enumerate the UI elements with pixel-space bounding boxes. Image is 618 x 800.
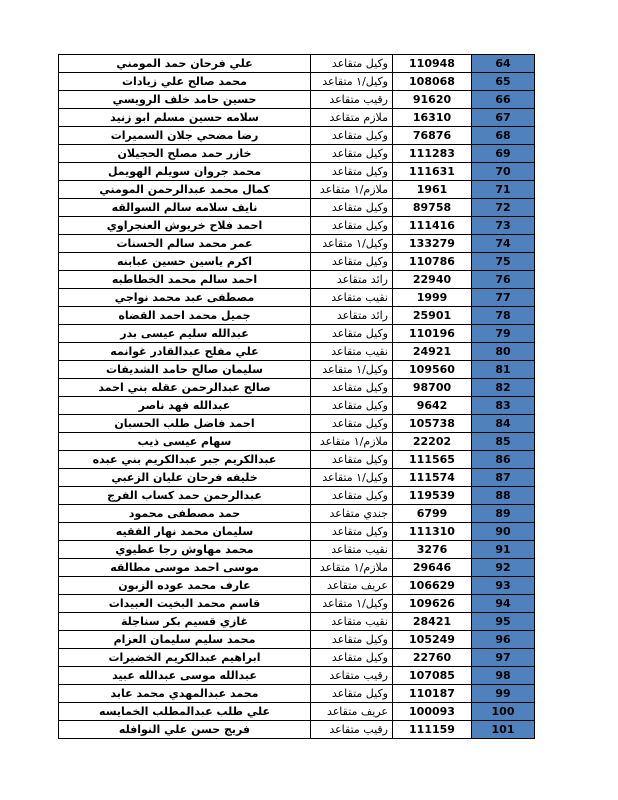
table-row <box>59 523 535 541</box>
rank-cell: وكيل/١ متقاعد <box>311 235 393 253</box>
rank-cell: جندي متقاعد <box>311 505 393 523</box>
rank-cell: وكيل متقاعد <box>311 415 393 433</box>
id-number-cell: 110948 <box>393 55 472 73</box>
id-number-cell: 100093 <box>393 703 472 721</box>
person-name-cell: اكرم ياسين حسين عبابنه <box>59 253 311 271</box>
roster-body <box>59 55 535 739</box>
id-number-cell: 22940 <box>393 271 472 289</box>
person-name-cell: سليمان محمد نهار الفقيه <box>59 523 311 541</box>
id-number-cell: 3276 <box>393 541 472 559</box>
table-row <box>59 415 535 433</box>
id-number-cell: 111310 <box>393 523 472 541</box>
id-number-cell: 111631 <box>393 163 472 181</box>
sequence-number-cell: 66 <box>472 91 535 109</box>
person-name-cell: حمد مصطفى محمود <box>59 505 311 523</box>
table-row <box>59 541 535 559</box>
table-row <box>59 577 535 595</box>
sequence-number-cell: 87 <box>472 469 535 487</box>
sequence-number-cell: 70 <box>472 163 535 181</box>
rank-cell: وكيل متقاعد <box>311 451 393 469</box>
table-row <box>59 127 535 145</box>
id-number-cell: 109626 <box>393 595 472 613</box>
sequence-number-cell: 101 <box>472 721 535 739</box>
id-number-cell: 16310 <box>393 109 472 127</box>
person-name-cell: قاسم محمد البخيت العبيدات <box>59 595 311 613</box>
sequence-number-cell: 90 <box>472 523 535 541</box>
sequence-number-cell: 98 <box>472 667 535 685</box>
person-name-cell: عبدالله فهد ناصر <box>59 397 311 415</box>
person-name-cell: احمد فلاح خريوش العنجراوي <box>59 217 311 235</box>
sequence-number-cell: 89 <box>472 505 535 523</box>
table-row <box>59 325 535 343</box>
rank-cell: وكيل متقاعد <box>311 217 393 235</box>
person-name-cell: عمر محمد سالم الحسنات <box>59 235 311 253</box>
sequence-number-cell: 93 <box>472 577 535 595</box>
sequence-number-cell: 97 <box>472 649 535 667</box>
rank-cell: عريف متقاعد <box>311 703 393 721</box>
sequence-number-cell: 69 <box>472 145 535 163</box>
table-row <box>59 253 535 271</box>
document-page <box>58 54 534 739</box>
sequence-number-cell: 86 <box>472 451 535 469</box>
rank-cell: وكيل متقاعد <box>311 487 393 505</box>
rank-cell: وكيل/١ متقاعد <box>311 73 393 91</box>
table-row <box>59 379 535 397</box>
id-number-cell: 106629 <box>393 577 472 595</box>
sequence-number-cell: 100 <box>472 703 535 721</box>
rank-cell: وكيل متقاعد <box>311 55 393 73</box>
rank-cell: وكيل متقاعد <box>311 199 393 217</box>
roster-table <box>58 54 535 739</box>
table-row <box>59 667 535 685</box>
sequence-number-cell: 83 <box>472 397 535 415</box>
person-name-cell: خازر حمد مصلح الحجيلان <box>59 145 311 163</box>
sequence-number-cell: 84 <box>472 415 535 433</box>
person-name-cell: عارف محمد عوده الزبون <box>59 577 311 595</box>
person-name-cell: محمد عبدالمهدي محمد عابد <box>59 685 311 703</box>
sequence-number-cell: 96 <box>472 631 535 649</box>
id-number-cell: 22202 <box>393 433 472 451</box>
person-name-cell: سليمان صالح حامد الشديفات <box>59 361 311 379</box>
id-number-cell: 111159 <box>393 721 472 739</box>
person-name-cell: محمد سليم سليمان العزام <box>59 631 311 649</box>
table-row <box>59 703 535 721</box>
id-number-cell: 89758 <box>393 199 472 217</box>
rank-cell: رقيب متقاعد <box>311 91 393 109</box>
rank-cell: وكيل متقاعد <box>311 253 393 271</box>
table-row <box>59 433 535 451</box>
person-name-cell: غازي قسيم بكر سناجلة <box>59 613 311 631</box>
rank-cell: وكيل متقاعد <box>311 397 393 415</box>
person-name-cell: علي فرحان حمد المومني <box>59 55 311 73</box>
id-number-cell: 91620 <box>393 91 472 109</box>
sequence-number-cell: 73 <box>472 217 535 235</box>
rank-cell: وكيل متقاعد <box>311 631 393 649</box>
id-number-cell: 111283 <box>393 145 472 163</box>
table-row <box>59 289 535 307</box>
person-name-cell: سهام عيسى ذيب <box>59 433 311 451</box>
table-row <box>59 559 535 577</box>
sequence-number-cell: 88 <box>472 487 535 505</box>
table-row <box>59 307 535 325</box>
person-name-cell: صالح عبدالرحمن عقله بني احمد <box>59 379 311 397</box>
sequence-number-cell: 72 <box>472 199 535 217</box>
table-row <box>59 55 535 73</box>
id-number-cell: 1999 <box>393 289 472 307</box>
sequence-number-cell: 99 <box>472 685 535 703</box>
person-name-cell: نايف سلامه سالم السوالقه <box>59 199 311 217</box>
rank-cell: نقيب متقاعد <box>311 289 393 307</box>
id-number-cell: 107085 <box>393 667 472 685</box>
id-number-cell: 1961 <box>393 181 472 199</box>
sequence-number-cell: 81 <box>472 361 535 379</box>
id-number-cell: 109560 <box>393 361 472 379</box>
person-name-cell: محمد صالح علي زيادات <box>59 73 311 91</box>
rank-cell: وكيل متقاعد <box>311 379 393 397</box>
id-number-cell: 6799 <box>393 505 472 523</box>
rank-cell: رقيب متقاعد <box>311 667 393 685</box>
rank-cell: وكيل متقاعد <box>311 685 393 703</box>
table-row <box>59 181 535 199</box>
person-name-cell: احمد سالم محمد الخطاطبه <box>59 271 311 289</box>
table-row <box>59 613 535 631</box>
id-number-cell: 111565 <box>393 451 472 469</box>
id-number-cell: 25901 <box>393 307 472 325</box>
person-name-cell: موسى احمد موسى مطالقه <box>59 559 311 577</box>
rank-cell: ملازم/١ متقاعد <box>311 559 393 577</box>
table-row <box>59 361 535 379</box>
table-row <box>59 487 535 505</box>
table-row <box>59 685 535 703</box>
id-number-cell: 105738 <box>393 415 472 433</box>
person-name-cell: كمال محمد عبدالرحمن المومني <box>59 181 311 199</box>
id-number-cell: 22760 <box>393 649 472 667</box>
table-row <box>59 91 535 109</box>
id-number-cell: 110786 <box>393 253 472 271</box>
sequence-number-cell: 65 <box>472 73 535 91</box>
table-row <box>59 451 535 469</box>
person-name-cell: احمد فاضل طلب الحسبان <box>59 415 311 433</box>
person-name-cell: مصطفى عبد محمد نواجي <box>59 289 311 307</box>
sequence-number-cell: 94 <box>472 595 535 613</box>
person-name-cell: عبدالكريم جبر عبدالكريم بني عبده <box>59 451 311 469</box>
sequence-number-cell: 92 <box>472 559 535 577</box>
table-row <box>59 721 535 739</box>
rank-cell: وكيل متقاعد <box>311 523 393 541</box>
rank-cell: وكيل متقاعد <box>311 127 393 145</box>
id-number-cell: 111416 <box>393 217 472 235</box>
sequence-number-cell: 75 <box>472 253 535 271</box>
table-row <box>59 505 535 523</box>
id-number-cell: 98700 <box>393 379 472 397</box>
sequence-number-cell: 71 <box>472 181 535 199</box>
rank-cell: ملازم/١ متقاعد <box>311 181 393 199</box>
id-number-cell: 28421 <box>393 613 472 631</box>
rank-cell: وكيل متقاعد <box>311 145 393 163</box>
id-number-cell: 9642 <box>393 397 472 415</box>
rank-cell: رقيب متقاعد <box>311 721 393 739</box>
rank-cell: وكيل متقاعد <box>311 325 393 343</box>
rank-cell: عريف متقاعد <box>311 577 393 595</box>
sequence-number-cell: 77 <box>472 289 535 307</box>
person-name-cell: محمد مهاوش رجا عطيوي <box>59 541 311 559</box>
rank-cell: وكيل متقاعد <box>311 649 393 667</box>
sequence-number-cell: 78 <box>472 307 535 325</box>
id-number-cell: 108068 <box>393 73 472 91</box>
rank-cell: وكيل/١ متقاعد <box>311 469 393 487</box>
person-name-cell: عبدالله موسى عبدالله عبيد <box>59 667 311 685</box>
person-name-cell: محمد جروان سويلم الهويمل <box>59 163 311 181</box>
rank-cell: وكيل/١ متقاعد <box>311 595 393 613</box>
id-number-cell: 119539 <box>393 487 472 505</box>
person-name-cell: ابراهيم عبدالكريم الخضيرات <box>59 649 311 667</box>
rank-cell: وكيل متقاعد <box>311 163 393 181</box>
sequence-number-cell: 67 <box>472 109 535 127</box>
rank-cell: ملازم/١ متقاعد <box>311 433 393 451</box>
sequence-number-cell: 68 <box>472 127 535 145</box>
id-number-cell: 133279 <box>393 235 472 253</box>
rank-cell: ملازم متقاعد <box>311 109 393 127</box>
sequence-number-cell: 82 <box>472 379 535 397</box>
id-number-cell: 111574 <box>393 469 472 487</box>
table-row <box>59 235 535 253</box>
person-name-cell: جميل محمد احمد القضاه <box>59 307 311 325</box>
id-number-cell: 24921 <box>393 343 472 361</box>
rank-cell: رائد متقاعد <box>311 307 393 325</box>
table-row <box>59 163 535 181</box>
rank-cell: رائد متقاعد <box>311 271 393 289</box>
sequence-number-cell: 95 <box>472 613 535 631</box>
sequence-number-cell: 85 <box>472 433 535 451</box>
table-row <box>59 199 535 217</box>
table-row <box>59 649 535 667</box>
person-name-cell: حسين حامد خلف الرويسي <box>59 91 311 109</box>
rank-cell: وكيل/١ متقاعد <box>311 361 393 379</box>
table-row <box>59 469 535 487</box>
id-number-cell: 110187 <box>393 685 472 703</box>
table-row <box>59 217 535 235</box>
id-number-cell: 105249 <box>393 631 472 649</box>
sequence-number-cell: 64 <box>472 55 535 73</box>
sequence-number-cell: 74 <box>472 235 535 253</box>
id-number-cell: 76876 <box>393 127 472 145</box>
person-name-cell: عبدالله سليم عيسى بدر <box>59 325 311 343</box>
table-row <box>59 145 535 163</box>
person-name-cell: سلامه حسين مسلم ابو زنيد <box>59 109 311 127</box>
person-name-cell: خليفه فرحان عليان الزعبي <box>59 469 311 487</box>
sequence-number-cell: 91 <box>472 541 535 559</box>
person-name-cell: علي مفلح عبدالقادر غوانمه <box>59 343 311 361</box>
rank-cell: نقيب متقاعد <box>311 613 393 631</box>
sequence-number-cell: 80 <box>472 343 535 361</box>
person-name-cell: علي طلب عبدالمطلب الخمايسه <box>59 703 311 721</box>
person-name-cell: عبدالرحمن حمد كساب الفرج <box>59 487 311 505</box>
table-row <box>59 631 535 649</box>
rank-cell: نقيب متقاعد <box>311 343 393 361</box>
table-row <box>59 595 535 613</box>
id-number-cell: 110196 <box>393 325 472 343</box>
person-name-cell: رضا مضحي جلان السميرات <box>59 127 311 145</box>
table-row <box>59 397 535 415</box>
sequence-number-cell: 76 <box>472 271 535 289</box>
rank-cell: نقيب متقاعد <box>311 541 393 559</box>
id-number-cell: 29646 <box>393 559 472 577</box>
table-row <box>59 271 535 289</box>
table-row <box>59 109 535 127</box>
sequence-number-cell: 79 <box>472 325 535 343</box>
person-name-cell: فريج حسن علي النوافله <box>59 721 311 739</box>
table-row <box>59 73 535 91</box>
table-row <box>59 343 535 361</box>
